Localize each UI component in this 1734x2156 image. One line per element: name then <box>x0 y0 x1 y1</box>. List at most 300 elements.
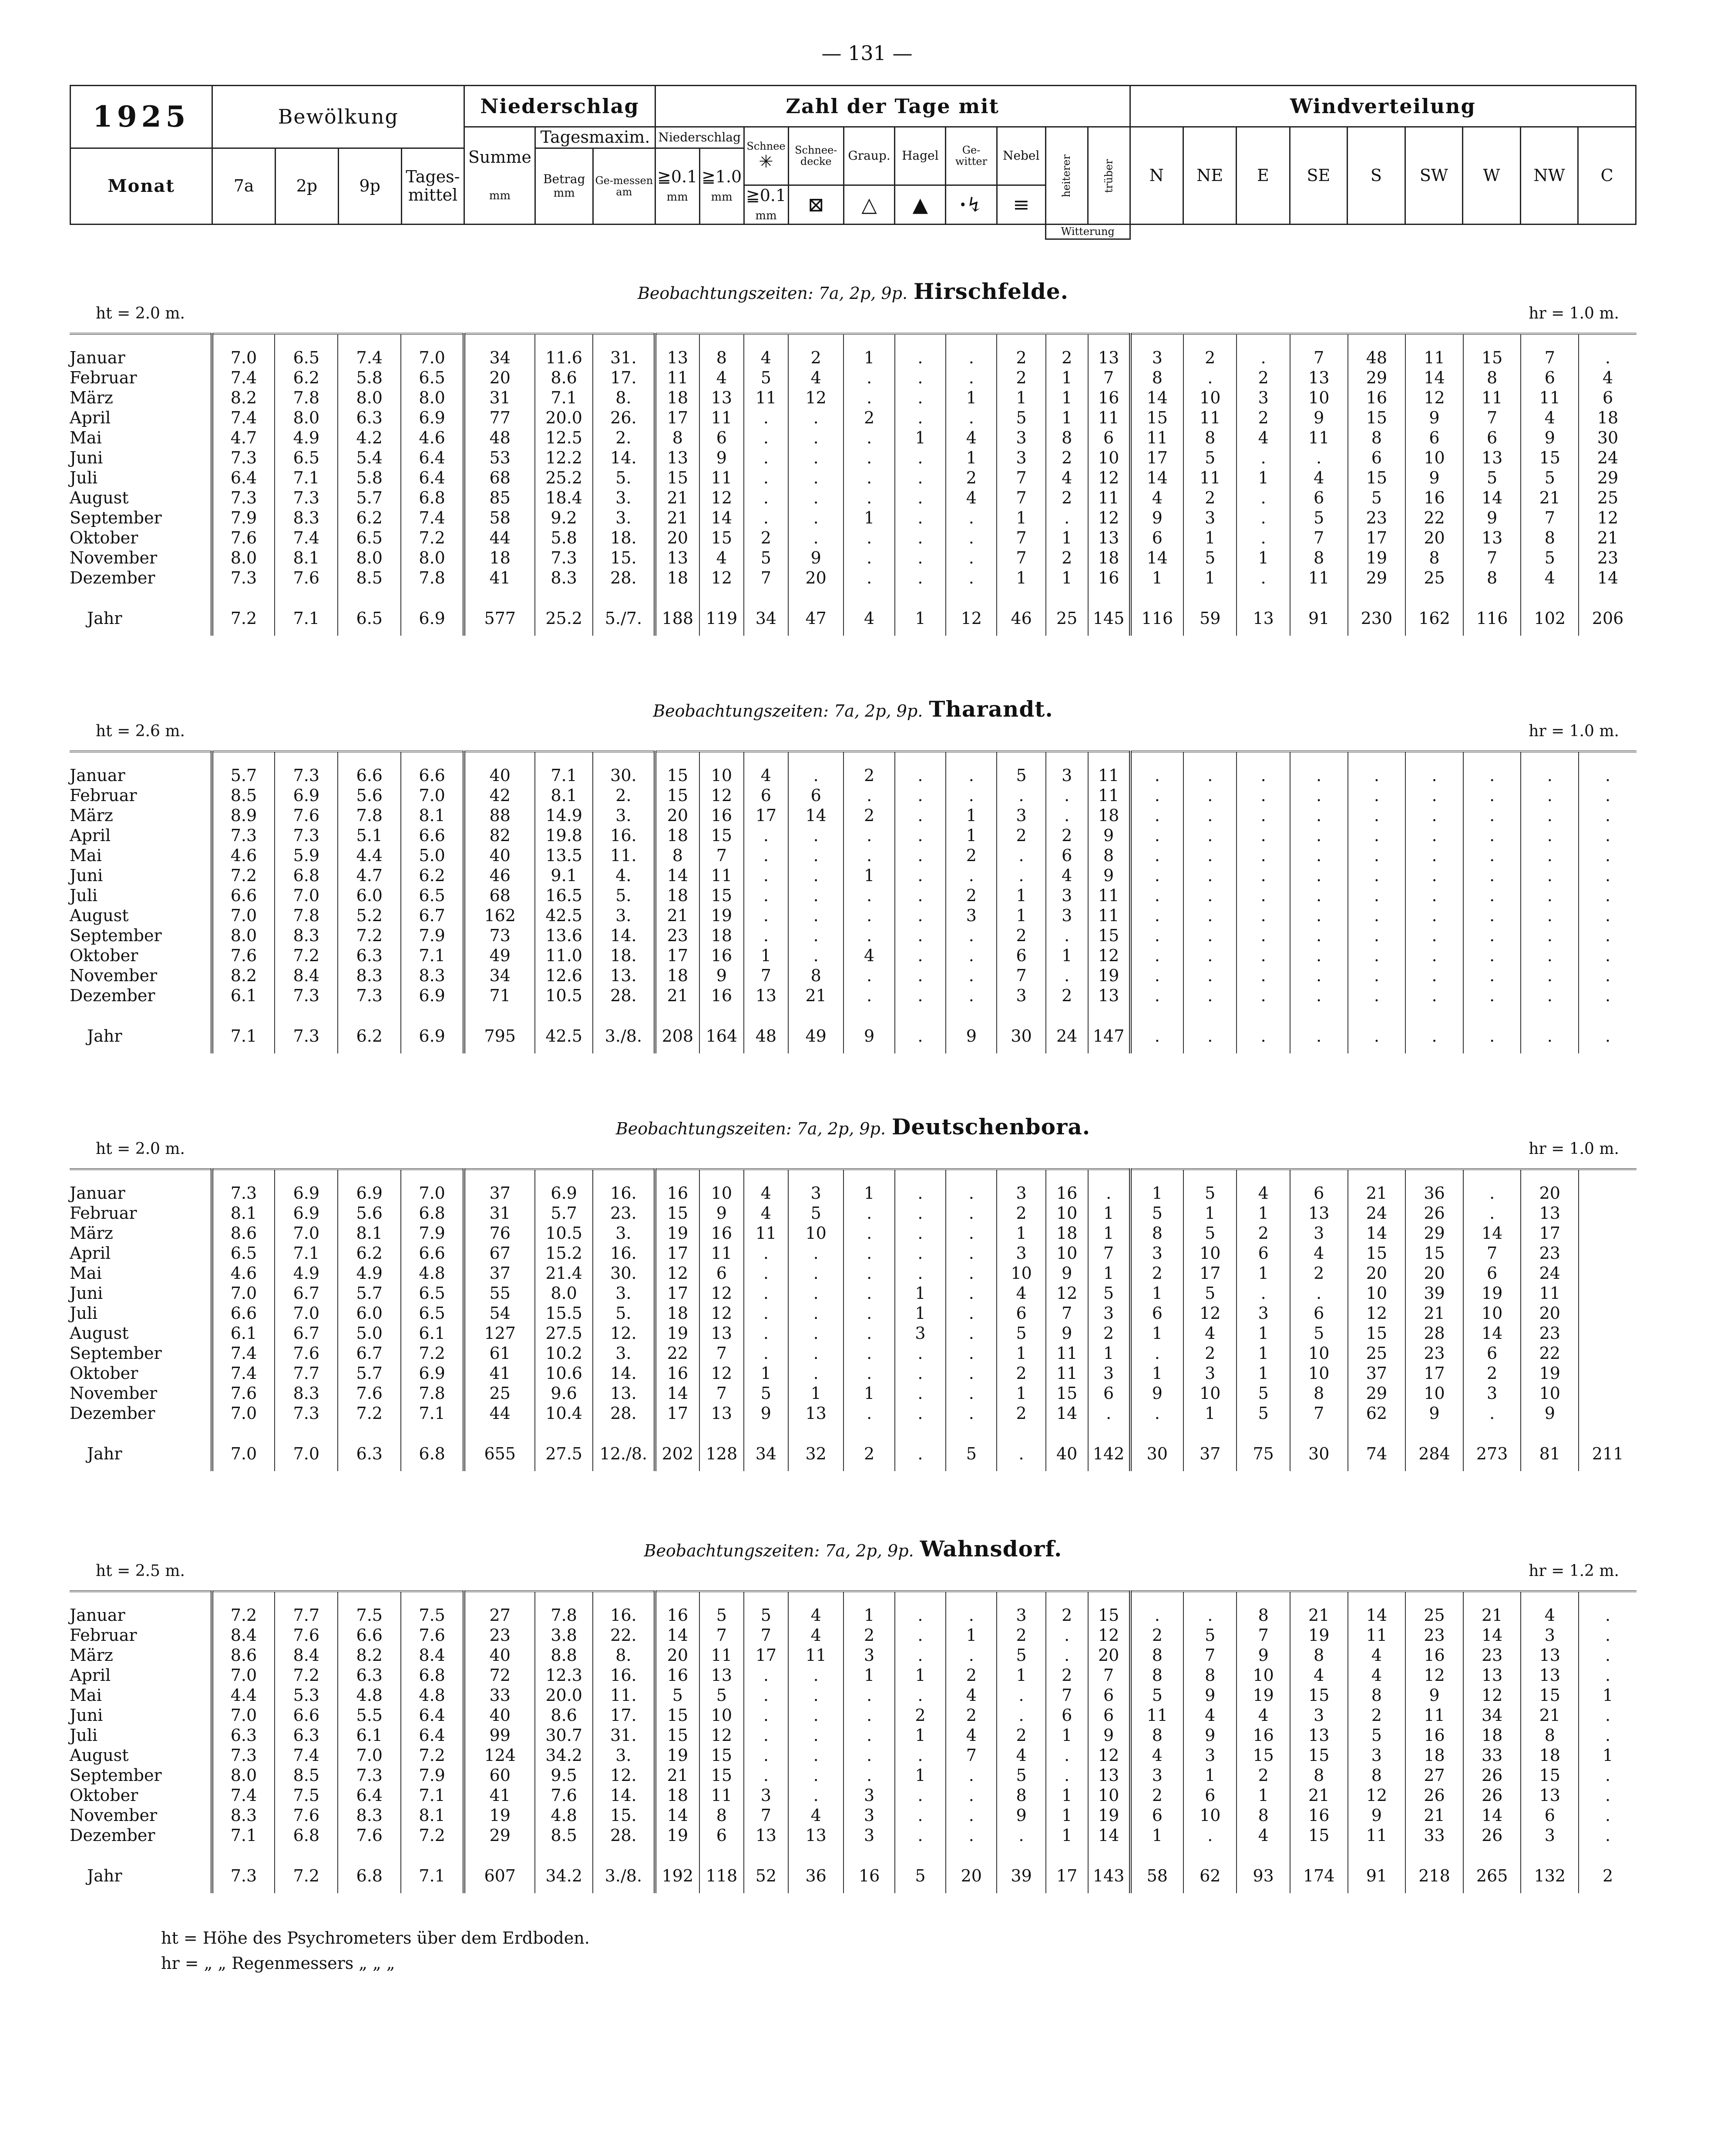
table-cell: 12 <box>699 1725 744 1745</box>
table-cell: . <box>946 1825 997 1845</box>
table-cell: . <box>895 1243 946 1263</box>
table-row <box>70 885 1637 905</box>
table-cell: 4 <box>744 765 788 785</box>
table-cell: 211 <box>1579 1436 1637 1471</box>
table-cell: 13 <box>788 1825 844 1845</box>
table-cell: 3 <box>997 1183 1045 1203</box>
table-cell: . <box>1463 805 1521 825</box>
table-cell: 53 <box>464 448 535 468</box>
table-cell: 14 <box>1130 548 1183 568</box>
table-cell: 11 <box>699 468 744 488</box>
table-row <box>70 428 1637 448</box>
table-cell: 119 <box>699 601 744 636</box>
table-cell: 15 <box>699 1745 744 1765</box>
table-cell: 230 <box>1348 601 1406 636</box>
table-cell: 9 <box>1183 1685 1237 1705</box>
table-cell: 5.6 <box>338 1203 401 1223</box>
table-cell: 14 <box>1046 1403 1088 1423</box>
table-cell: 8 <box>1290 548 1348 568</box>
table-cell: 2 <box>1130 1785 1183 1805</box>
table-cell: 22 <box>655 1343 699 1363</box>
table-cell: 16. <box>593 1605 655 1625</box>
table-cell: . <box>1579 1725 1637 1745</box>
table-cell: . <box>843 488 894 508</box>
table-cell <box>1579 1243 1637 1263</box>
table-cell: 7.2 <box>275 946 338 966</box>
table-cell: 19 <box>1088 1805 1130 1825</box>
table-cell: 14.9 <box>535 805 593 825</box>
table-cell: 46 <box>997 601 1045 636</box>
table-cell: 3 <box>1290 1223 1348 1243</box>
snowcover-icon: ⊠ <box>788 185 843 225</box>
table-cell: 1 <box>843 1183 894 1203</box>
wind-s: S <box>1348 127 1405 225</box>
table-cell: 11 <box>1348 1825 1406 1845</box>
table-cell: . <box>843 548 894 568</box>
table-row <box>70 845 1637 865</box>
table-cell: 5 <box>1463 468 1521 488</box>
table-cell: 4 <box>788 1605 844 1625</box>
table-cell: 5.8 <box>338 468 401 488</box>
table-cell: 9 <box>744 1403 788 1423</box>
table-cell: . <box>1521 785 1579 805</box>
table-cell: 15 <box>655 765 699 785</box>
table-cell: 5 <box>744 1383 788 1403</box>
table-cell: 15 <box>1290 1825 1348 1845</box>
table-cell: 10 <box>1183 1243 1237 1263</box>
table-cell: . <box>788 428 844 448</box>
table-cell: 4 <box>1290 468 1348 488</box>
table-row <box>70 865 1637 885</box>
table-cell: 9 <box>788 548 844 568</box>
table-row <box>70 1403 1637 1423</box>
table-cell: 7.3 <box>275 488 338 508</box>
table-cell: 218 <box>1405 1858 1463 1893</box>
table-cell: 4 <box>1521 1605 1579 1625</box>
year-total-row <box>70 601 1637 636</box>
table-cell: . <box>895 865 946 885</box>
table-cell: 7.0 <box>212 1665 275 1685</box>
month-cell: April <box>70 826 111 845</box>
table-cell: . <box>1237 966 1290 986</box>
table-cell: 18 <box>1046 1223 1088 1243</box>
table-cell: . <box>946 508 997 528</box>
table-cell: 15 <box>1130 408 1183 428</box>
table-row <box>70 1785 1637 1805</box>
table-cell: . <box>1579 1785 1637 1805</box>
table-cell: 14 <box>699 508 744 528</box>
month-cell: April <box>70 408 111 427</box>
table-cell: 76 <box>464 1223 535 1243</box>
table-cell: . <box>1130 946 1183 966</box>
table-cell: 3. <box>593 905 655 925</box>
table-cell: . <box>1290 905 1348 925</box>
table-cell: 162 <box>464 905 535 925</box>
table-cell: 8 <box>1290 1383 1348 1403</box>
table-cell: . <box>843 925 894 946</box>
table-cell: 17 <box>1348 528 1406 548</box>
betrag-header: Betrag mm <box>535 148 593 225</box>
table-row <box>70 1343 1637 1363</box>
table-cell: 9 <box>1130 508 1183 528</box>
table-cell: . <box>1348 785 1406 805</box>
table-cell: 2 <box>1183 348 1237 368</box>
table-cell: . <box>1290 1019 1348 1053</box>
table-cell: 12 <box>788 388 844 408</box>
table-cell: . <box>1130 1019 1183 1053</box>
table-cell: 7.1 <box>535 388 593 408</box>
month-cell: November <box>70 966 158 985</box>
month-cell: März <box>70 806 113 825</box>
table-cell: 16 <box>1088 388 1130 408</box>
table-cell: 2 <box>843 765 894 785</box>
table-cell: 7 <box>1046 1685 1088 1705</box>
table-cell: 12.5 <box>535 428 593 448</box>
table-cell: . <box>1046 805 1088 825</box>
table-cell: 7.6 <box>401 1625 464 1645</box>
table-cell: 18 <box>655 825 699 845</box>
table-cell: 7.3 <box>212 448 275 468</box>
table-cell: 21 <box>655 508 699 528</box>
table-cell: 9 <box>1237 1645 1290 1665</box>
table-cell: 13 <box>699 388 744 408</box>
table-cell: 11. <box>593 845 655 865</box>
table-cell: . <box>788 488 844 508</box>
table-cell: 7 <box>997 548 1045 568</box>
table-cell: 5 <box>1521 548 1579 568</box>
table-cell: 3 <box>843 1825 894 1845</box>
table-cell: . <box>788 1725 844 1745</box>
table-cell: 36 <box>788 1858 844 1893</box>
table-cell: 1 <box>946 825 997 845</box>
table-cell: 11 <box>1183 468 1237 488</box>
table-cell: 16 <box>1088 568 1130 588</box>
table-cell: 13.5 <box>535 845 593 865</box>
table-cell: 19 <box>1463 1283 1521 1303</box>
table-cell: 2 <box>1046 1665 1088 1685</box>
table-row <box>70 946 1637 966</box>
table-cell: 2 <box>843 1436 894 1471</box>
table-cell: . <box>744 468 788 488</box>
table-row <box>70 905 1637 925</box>
table-cell: . <box>1579 1019 1637 1053</box>
table-cell: 5.2 <box>338 905 401 925</box>
table-cell: 25 <box>1046 601 1088 636</box>
table-cell: 77 <box>464 408 535 428</box>
table-cell: 3./8. <box>593 1019 655 1053</box>
schneedecke-header: Schnee-decke <box>788 127 843 185</box>
table-cell: . <box>1405 865 1463 885</box>
table-cell: 7.3 <box>338 1765 401 1785</box>
table-cell: 6.9 <box>401 986 464 1006</box>
month-cell: Januar <box>70 1184 125 1203</box>
table-cell: 3 <box>1046 765 1088 785</box>
table-cell: 7.8 <box>338 805 401 825</box>
table-cell: 2. <box>593 785 655 805</box>
table-cell: 6.7 <box>275 1283 338 1303</box>
table-cell: 11 <box>744 1223 788 1243</box>
table-cell: 16. <box>593 1183 655 1203</box>
table-cell: . <box>895 1785 946 1805</box>
table-cell: 4 <box>997 1745 1045 1765</box>
table-cell: 12.2 <box>535 448 593 468</box>
table-cell: . <box>744 925 788 946</box>
table-cell: 162 <box>1405 601 1463 636</box>
table-cell: 8 <box>1130 1725 1183 1745</box>
table-cell: . <box>843 448 894 468</box>
table-cell: . <box>1579 885 1637 905</box>
month-cell: Juli <box>70 1726 98 1745</box>
table-cell: 6.3 <box>338 408 401 428</box>
table-cell: 3 <box>1046 905 1088 925</box>
table-cell: 8 <box>1088 845 1130 865</box>
table-cell: 7.1 <box>212 1825 275 1845</box>
nied-ge01-header: ≧0.1 mm <box>655 148 699 225</box>
table-cell: 2 <box>997 925 1045 946</box>
table-cell: 16. <box>593 1665 655 1685</box>
table-cell: 8 <box>1130 368 1183 388</box>
heiterer-header: heiterer <box>1045 127 1088 225</box>
table-cell: 15 <box>1237 1745 1290 1765</box>
table-cell: . <box>895 845 946 865</box>
table-cell: 4 <box>946 1725 997 1745</box>
table-cell: 41 <box>464 1363 535 1383</box>
table-cell: 44 <box>464 1403 535 1423</box>
table-cell: 10.2 <box>535 1343 593 1363</box>
table-cell: . <box>788 468 844 488</box>
table-cell: . <box>843 825 894 845</box>
table-cell: 5.7 <box>212 765 275 785</box>
table-cell: 15 <box>655 1203 699 1223</box>
table-cell: 2 <box>997 368 1045 388</box>
table-cell: . <box>946 785 997 805</box>
zahl-tage-header: Zahl der Tage mit <box>655 86 1130 127</box>
table-cell: 7 <box>1290 528 1348 548</box>
table-cell: 7.4 <box>275 528 338 548</box>
table-cell: 88 <box>464 805 535 825</box>
table-cell: 6.2 <box>275 368 338 388</box>
station-title <box>70 278 1637 305</box>
table-cell: 4.8 <box>338 1685 401 1705</box>
table-cell: 4 <box>1237 428 1290 448</box>
table-cell: . <box>1579 1765 1637 1785</box>
table-cell: 10.5 <box>535 986 593 1006</box>
station-block <box>70 696 1637 1046</box>
table-cell: 37 <box>1348 1363 1406 1383</box>
table-cell: . <box>1183 946 1237 966</box>
table-cell: 6.4 <box>401 448 464 468</box>
table-cell: 6.7 <box>401 905 464 925</box>
table-cell: 19 <box>1348 548 1406 568</box>
year-label: 1925 <box>71 86 212 148</box>
table-cell: . <box>1463 925 1521 946</box>
table-cell: 1 <box>1237 548 1290 568</box>
raingauge-height: hr = 1.0 m. <box>1529 305 1619 322</box>
table-cell: . <box>895 388 946 408</box>
table-cell: 11 <box>1088 905 1130 925</box>
table-cell: 25 <box>1348 1343 1406 1363</box>
table-row <box>70 568 1637 588</box>
table-cell: 7.6 <box>338 1383 401 1403</box>
table-cell <box>1579 1343 1637 1363</box>
table-cell: 6 <box>1521 368 1579 388</box>
table-cell: 16 <box>699 1223 744 1243</box>
table-cell: 18 <box>1521 1745 1579 1765</box>
table-cell: . <box>895 1223 946 1243</box>
table-cell: . <box>788 885 844 905</box>
table-row <box>70 986 1637 1006</box>
table-cell: 14 <box>655 1805 699 1825</box>
table-cell: 5 <box>744 368 788 388</box>
table-cell: 10 <box>1088 448 1130 468</box>
table-cell: . <box>1348 805 1406 825</box>
table-cell: 3 <box>1463 1383 1521 1403</box>
table-cell: . <box>1521 1019 1579 1053</box>
table-cell: 14 <box>1348 1605 1406 1625</box>
table-cell: 7.6 <box>212 528 275 548</box>
table-cell: 23 <box>1521 1243 1579 1263</box>
table-cell: 6.5 <box>401 885 464 905</box>
table-cell: . <box>1521 905 1579 925</box>
table-cell: . <box>1348 865 1406 885</box>
table-cell: 85 <box>464 488 535 508</box>
psychrometer-height: ht = 2.0 m. <box>96 305 185 322</box>
table-cell: 8 <box>1130 1665 1183 1685</box>
table-row <box>70 1263 1637 1283</box>
table-cell: 3. <box>593 1283 655 1303</box>
table-cell: 142 <box>1088 1436 1130 1471</box>
table-cell: . <box>1130 825 1183 845</box>
table-cell: 21 <box>1290 1605 1348 1625</box>
month-cell: Oktober <box>70 946 138 965</box>
table-cell: 15 <box>1046 1383 1088 1403</box>
table-cell: 68 <box>464 468 535 488</box>
table-cell: . <box>1130 765 1183 785</box>
table-cell: 24 <box>1046 1019 1088 1053</box>
table-cell: 82 <box>464 825 535 845</box>
table-cell: 12. <box>593 1323 655 1343</box>
table-cell: . <box>744 865 788 885</box>
table-cell: 12 <box>699 568 744 588</box>
table-cell: 6.8 <box>338 1858 401 1893</box>
table-cell: 28. <box>593 568 655 588</box>
table-cell: 1 <box>997 508 1045 528</box>
table-cell: 4.8 <box>401 1263 464 1283</box>
bewoelkung-header: Bewölkung <box>212 86 464 148</box>
table-cell: 7.2 <box>401 1343 464 1363</box>
table-cell: 5 <box>1290 508 1348 528</box>
col-2p: 2p <box>276 148 339 225</box>
table-cell: 20 <box>655 805 699 825</box>
table-cell: . <box>1579 925 1637 946</box>
table-cell: 7 <box>1088 1243 1130 1263</box>
table-cell: 1 <box>1046 1825 1088 1845</box>
table-cell: 1 <box>997 568 1045 588</box>
table-cell: 7.4 <box>212 1343 275 1363</box>
table-cell: 8 <box>1348 428 1406 448</box>
table-cell: 6 <box>1579 388 1637 408</box>
table-cell: 7 <box>1463 548 1521 568</box>
table-cell: 5 <box>1088 1283 1130 1303</box>
month-cell: Januar <box>70 1606 125 1625</box>
table-cell: 7.0 <box>401 1183 464 1203</box>
table-cell: 5. <box>593 1303 655 1323</box>
table-cell: 5 <box>997 1765 1045 1785</box>
table-cell: . <box>946 528 997 548</box>
table-cell: 21 <box>1521 1705 1579 1725</box>
table-cell: 13 <box>1088 1765 1130 1785</box>
table-cell: . <box>1046 1625 1088 1645</box>
table-cell: . <box>1130 1343 1183 1363</box>
table-cell: 74 <box>1348 1436 1406 1471</box>
table-row <box>70 1363 1637 1383</box>
table-cell: 25 <box>1405 1605 1463 1625</box>
table-cell: 17 <box>1405 1363 1463 1383</box>
table-cell: 15 <box>1521 1765 1579 1785</box>
table-cell: 20.0 <box>535 1685 593 1705</box>
table-cell: . <box>895 1403 946 1423</box>
table-cell: 3 <box>1130 1243 1183 1263</box>
table-cell: 5.7 <box>535 1203 593 1223</box>
table-cell: . <box>1579 845 1637 865</box>
table-cell: 23 <box>1521 1323 1579 1343</box>
table-cell: 3 <box>997 448 1045 468</box>
table-cell: 27 <box>464 1605 535 1625</box>
table-cell: 9 <box>699 966 744 986</box>
table-cell: 11 <box>1046 1363 1088 1383</box>
table-cell: 13 <box>1463 1665 1521 1685</box>
table-cell: 18 <box>655 568 699 588</box>
table-cell: 16 <box>655 1183 699 1203</box>
table-cell: 21 <box>1521 488 1579 508</box>
table-cell: 4 <box>946 428 997 448</box>
table-cell: . <box>788 1745 844 1765</box>
table-cell: 7.3 <box>535 548 593 568</box>
table-cell: 6 <box>1130 1303 1183 1323</box>
table-cell: . <box>1405 966 1463 986</box>
table-cell: 12 <box>699 488 744 508</box>
table-cell: 19 <box>655 1825 699 1845</box>
table-cell: 5 <box>1183 1183 1237 1203</box>
table-cell: . <box>1130 986 1183 1006</box>
table-cell: 4.2 <box>338 428 401 448</box>
table-cell: 1 <box>895 1665 946 1685</box>
table-cell: 15 <box>699 1765 744 1785</box>
table-cell: 34.2 <box>535 1745 593 1765</box>
trueber-header: trüber <box>1088 127 1130 225</box>
table-cell: 16.5 <box>535 885 593 905</box>
table-cell: 3 <box>997 805 1045 825</box>
table-cell: 5./7. <box>593 601 655 636</box>
table-cell <box>1579 1183 1637 1203</box>
table-cell: . <box>895 1203 946 1223</box>
table-cell: 14 <box>1463 1805 1521 1825</box>
table-cell: 2 <box>1579 1858 1637 1893</box>
table-cell: 2 <box>997 1403 1045 1423</box>
table-cell: 4.7 <box>212 428 275 448</box>
table-cell: . <box>1579 1705 1637 1725</box>
table-cell: 14 <box>655 1383 699 1403</box>
table-cell: 7.0 <box>275 1303 338 1323</box>
table-cell: 19.8 <box>535 825 593 845</box>
table-cell: . <box>1521 885 1579 905</box>
table-cell: 12 <box>699 1303 744 1323</box>
table-cell: . <box>744 408 788 428</box>
table-cell: . <box>895 946 946 966</box>
table-cell: 15 <box>699 885 744 905</box>
table-cell: 7.1 <box>275 1243 338 1263</box>
table-cell: . <box>843 1685 894 1705</box>
